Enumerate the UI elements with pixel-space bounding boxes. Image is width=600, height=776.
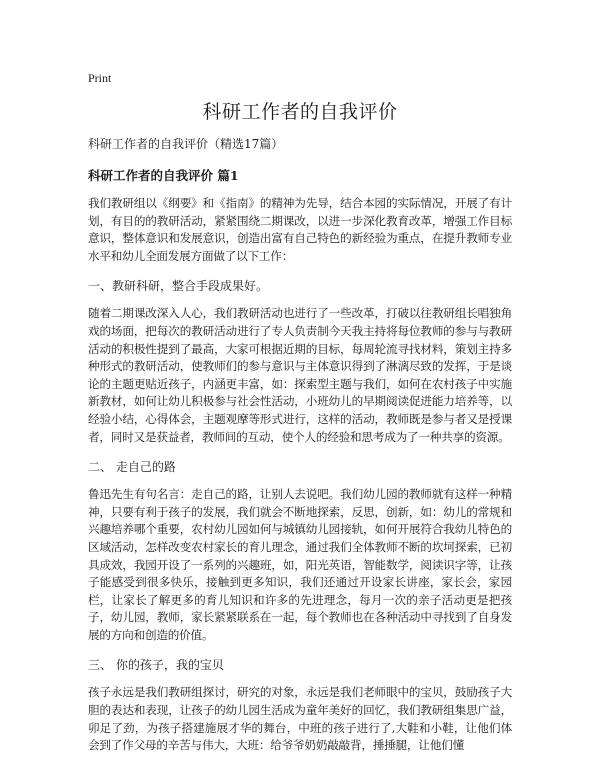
point-3-paragraph: 孩子永远是我们教研组探讨，研究的对象，永远是我们老师眼中的宝贝，鼓励孩子大胆的表达和表现，让孩子的幼儿园生活成为童年美好的回忆，我们教研组集思广益，卯足了劲，为孩子搭建施展才华的舞台，中班的孩子进行了,大鞋和小鞋，让他们体会到了作父母的辛苦与伟大，大班：给爷爷奶奶敲敲背，捶捶腿，让他们懂 bbox=[88, 685, 512, 753]
point-2-heading: 二、 走自己的路 bbox=[88, 460, 176, 475]
document-page bbox=[88, 60, 512, 755]
document-title: 科研工作者的自我评价 bbox=[202, 101, 398, 123]
print-label[interactable]: Print bbox=[88, 71, 112, 85]
intro-paragraph: 我们教研组以《纲要》和《指南》的精神为先导，结合本园的实际情况，开展了有计划，有目的的教研活动，紧紧围绕二期课改，以进一步深化教育改革，增强工作目标意识，整体意识和发展意识，创造出富有自己特色的新经验为重点，在提升教师专业水平和幼儿全面发展方面做了以下工作： bbox=[88, 196, 512, 263]
document-subtitle: 科研工作者的自我评价（精选17篇） bbox=[88, 137, 284, 151]
point-1-paragraph: 随着二期课改深入人心，我们教研活动也进行了一些改革，打破以往教研组长唱独角戏的场面，把每次的教研活动进行了专人负责制今天我主持将每位教师的参与与教研活动的积极性提到了最高，大家可根据近期的目标，每周轮流寻找材料，策划主持多种形式的教研活动，使教师们的参与意识与主体意识得到了淋漓尽致的发挥，于是谈论的主题更贴近孩子，内涵更丰富，如：探索型主题与我们，如何在农村孩子中实施新教材，如何让幼儿积极参与社会性活动，小班幼儿的早期阅读促进能力培养等，以经验小结，心得体会，主题观摩等形式进行，这样的活动，教师既是参与者又是授课者，同时又是获益者，教师间的互动，使个人的经验和思考成为了一种共享的资源。 bbox=[88, 306, 512, 444]
point-1-heading: 一、教研科研，整合手段成果好。 bbox=[88, 279, 269, 294]
section-heading-1: 科研工作者的自我评价 篇1 bbox=[88, 168, 239, 183]
point-2-paragraph: 鲁迅先生有句名言：走自己的路，让别人去说吧。我们幼儿园的教师就有这样一种精神，只要有利于孩子的发展，我们就会不断地探索，反思，创新，如：幼儿的常规和兴趣培养哪个重要，农村幼儿园如何与城镇幼儿园接轨，如何开展符合我幼儿特色的区域活动，怎样改变农村家长的育儿理念，通过我们全体教师不断的坎坷探索，已初具成效，我园开设了一系列的兴趣班，如，阳光英语，智能数学，阅读识字等，让孩子能感受到很多快乐，接触到更多知识，我们还通过开设家长讲座，家长会，家园栏，让家长了解更多的育儿知识和许多的先进理念，每月一次的亲子活动更是把孩子，幼儿园，教师，家长紧紧联系在一起，每个教师也在各种活动中寻找到了自身发展的方向和创造的价值。 bbox=[88, 487, 512, 642]
point-3-heading: 三、 你的孩子，我的宝贝 bbox=[88, 658, 224, 673]
